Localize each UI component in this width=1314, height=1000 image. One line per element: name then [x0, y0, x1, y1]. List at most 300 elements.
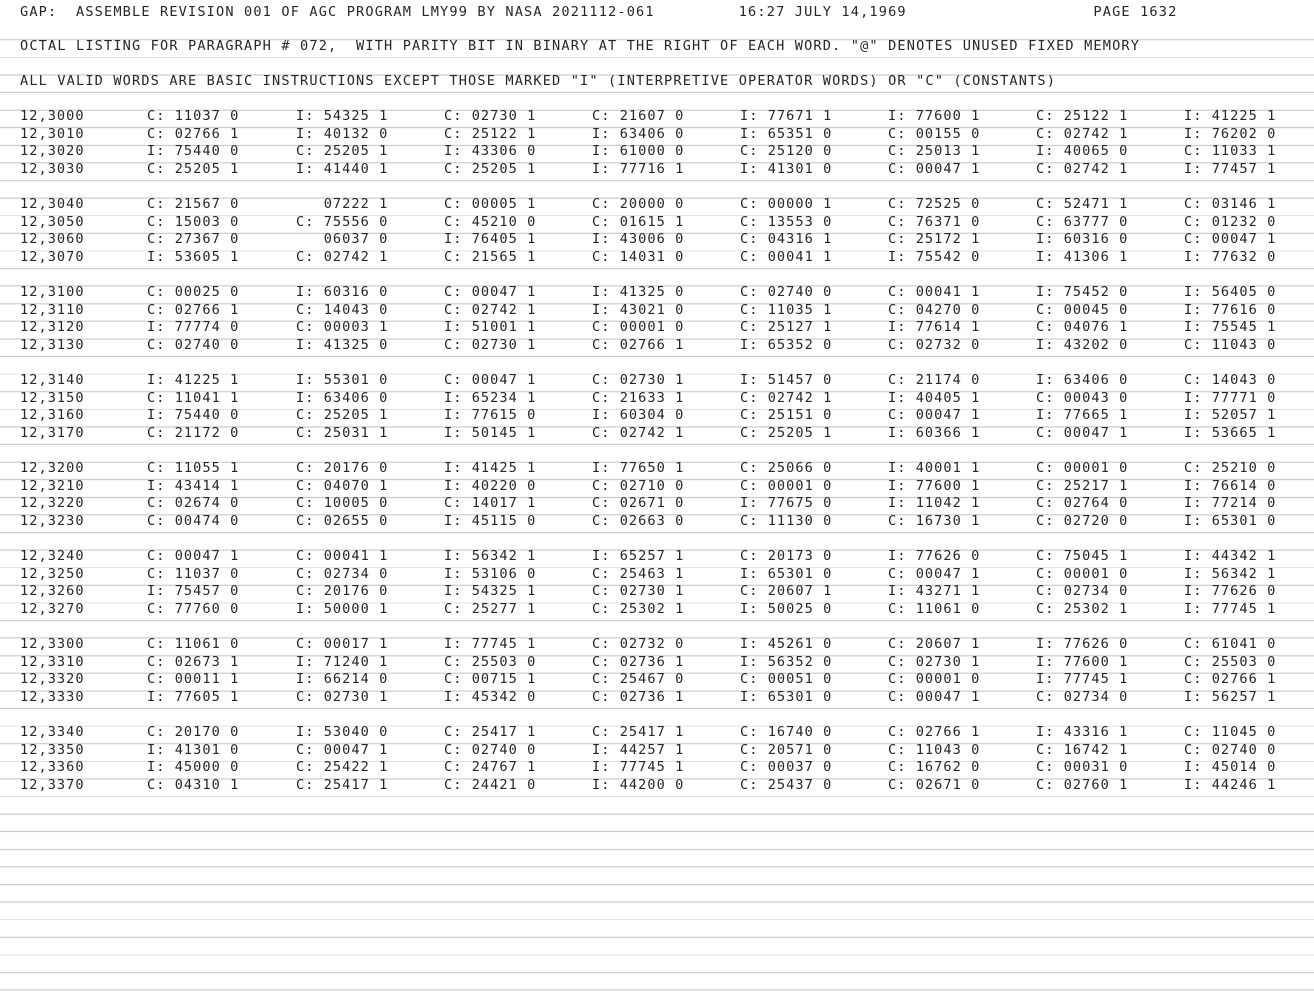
word-cell: I: 43306 0 — [444, 143, 537, 160]
word-cell: I: 77650 1 — [592, 460, 685, 476]
table-row — [0, 284, 1314, 302]
word-cell: I: 77614 1 — [888, 319, 981, 336]
word-cell: C: 52471 1 — [1036, 196, 1129, 212]
address-cell: 12,3370 — [20, 776, 85, 793]
word-cell: I: 45261 0 — [740, 636, 833, 652]
word-cell: C: 02764 0 — [1036, 495, 1129, 512]
word-cell: I: 75440 0 — [147, 143, 240, 160]
address-cell: 12,3150 — [20, 389, 85, 406]
word-cell: I: 75440 0 — [147, 407, 240, 424]
word-cell: I: 45014 0 — [1184, 759, 1277, 776]
word-cell: C: 27367 0 — [147, 231, 240, 248]
word-cell: I: 51457 0 — [740, 372, 833, 388]
word-cell: I: 60366 1 — [888, 424, 981, 441]
address-cell: 12,3240 — [20, 548, 85, 564]
word-cell: C: 00474 0 — [147, 512, 240, 529]
word-cell: I: 77214 0 — [1184, 495, 1277, 512]
word-cell: C: 02766 1 — [147, 301, 240, 318]
word-cell: C: 11043 0 — [888, 741, 981, 758]
word-cell: C: 02732 0 — [888, 336, 981, 353]
address-cell: 12,3050 — [20, 213, 85, 230]
word-cell: C: 00045 0 — [1036, 301, 1129, 318]
word-cell: I: 40405 1 — [888, 389, 981, 406]
word-cell: I: 77626 0 — [888, 548, 981, 564]
word-cell: C: 00001 0 — [1036, 460, 1129, 476]
word-cell: C: 00005 1 — [444, 196, 537, 212]
word-cell: C: 00037 0 — [740, 759, 833, 776]
word-cell: C: 24421 0 — [444, 776, 537, 793]
word-cell: I: 76614 0 — [1184, 477, 1277, 494]
word-cell: I: 54325 1 — [296, 108, 389, 124]
word-cell: I: 44200 0 — [592, 776, 685, 793]
word-cell: C: 25120 0 — [740, 143, 833, 160]
word-cell: C: 25205 1 — [444, 160, 537, 177]
word-cell: I: 43414 1 — [147, 477, 240, 494]
word-cell: I: 11042 1 — [888, 495, 981, 512]
word-cell: I: 43271 1 — [888, 583, 981, 600]
table-row — [0, 231, 1314, 249]
word-cell: C: 20607 1 — [888, 636, 981, 652]
word-cell: C: 02760 1 — [1036, 776, 1129, 793]
word-cell: I: 55301 0 — [296, 372, 389, 388]
word-cell: C: 02730 1 — [592, 583, 685, 600]
word-cell: C: 15003 0 — [147, 213, 240, 230]
word-cell: C: 20000 0 — [592, 196, 685, 212]
word-cell: C: 25151 0 — [740, 407, 833, 424]
word-cell: C: 00047 1 — [444, 372, 537, 388]
word-cell: I: 65301 0 — [1184, 512, 1277, 529]
word-cell: I: 40001 1 — [888, 460, 981, 476]
word-cell: I: 41301 0 — [147, 741, 240, 758]
address-cell: 12,3060 — [20, 231, 85, 248]
word-cell: C: 02740 0 — [444, 741, 537, 758]
word-cell: C: 02766 1 — [592, 336, 685, 353]
word-cell: C: 72525 0 — [888, 196, 981, 212]
address-cell: 12,3140 — [20, 372, 85, 388]
address-cell: 12,3330 — [20, 688, 85, 705]
word-cell: I: 45000 0 — [147, 759, 240, 776]
table-row — [0, 583, 1314, 601]
word-cell: C: 16762 0 — [888, 759, 981, 776]
word-cell: C: 03146 1 — [1184, 196, 1277, 212]
word-cell: C: 02674 0 — [147, 495, 240, 512]
word-cell: I: 41301 0 — [740, 160, 833, 177]
table-row — [0, 143, 1314, 161]
word-cell: C: 04070 1 — [296, 477, 389, 494]
word-cell: I: 44257 1 — [592, 741, 685, 758]
word-cell: C: 25417 1 — [592, 724, 685, 740]
word-cell: C: 16740 0 — [740, 724, 833, 740]
word-cell: C: 02766 1 — [147, 125, 240, 142]
word-cell: I: 54325 1 — [444, 583, 537, 600]
word-cell: C: 02671 0 — [592, 495, 685, 512]
table-row — [0, 759, 1314, 777]
word-cell: C: 01232 0 — [1184, 213, 1277, 230]
word-cell: C: 25205 1 — [147, 160, 240, 177]
word-cell: C: 02740 0 — [147, 336, 240, 353]
word-cell: C: 21172 0 — [147, 424, 240, 441]
word-cell: 07222 1 — [296, 196, 389, 212]
word-cell: C: 02673 1 — [147, 653, 240, 670]
word-cell: C: 20173 0 — [740, 548, 833, 564]
word-cell: C: 00715 1 — [444, 671, 537, 688]
table-row — [0, 513, 1314, 531]
word-cell: C: 11055 1 — [147, 460, 240, 476]
address-cell: 12,3030 — [20, 160, 85, 177]
table-row — [0, 319, 1314, 337]
address-cell: 12,3230 — [20, 512, 85, 529]
address-cell: 12,3100 — [20, 284, 85, 300]
word-cell: I: 56257 1 — [1184, 688, 1277, 705]
word-cell: C: 63777 0 — [1036, 213, 1129, 230]
word-cell: I: 50000 1 — [296, 600, 389, 617]
word-cell: C: 04310 1 — [147, 776, 240, 793]
word-cell: C: 00001 0 — [1036, 565, 1129, 582]
word-cell: I: 43006 0 — [592, 231, 685, 248]
word-cell: C: 21567 0 — [147, 196, 240, 212]
address-cell: 12,3000 — [20, 108, 85, 124]
word-cell: I: 63406 0 — [1036, 372, 1129, 388]
word-cell: I: 43202 0 — [1036, 336, 1129, 353]
word-cell: I: 65234 1 — [444, 389, 537, 406]
word-cell: C: 76371 0 — [888, 213, 981, 230]
word-cell: C: 25122 1 — [1036, 108, 1129, 124]
word-cell: I: 53665 1 — [1184, 424, 1277, 441]
table-row — [0, 425, 1314, 443]
word-cell: I: 77615 0 — [444, 407, 537, 424]
word-cell: C: 25463 1 — [592, 565, 685, 582]
word-cell: C: 00041 1 — [888, 284, 981, 300]
address-cell: 12,3210 — [20, 477, 85, 494]
address-cell: 12,3110 — [20, 301, 85, 318]
word-cell: C: 11061 0 — [147, 636, 240, 652]
word-cell: C: 02734 0 — [296, 565, 389, 582]
word-cell: C: 04316 1 — [740, 231, 833, 248]
table-row — [0, 407, 1314, 425]
word-cell: C: 25217 1 — [1036, 477, 1129, 494]
word-cell: C: 02742 1 — [444, 301, 537, 318]
word-cell: I: 65257 1 — [592, 548, 685, 564]
word-cell: C: 25302 1 — [1036, 600, 1129, 617]
table-row — [0, 636, 1314, 654]
word-cell: C: 00155 0 — [888, 125, 981, 142]
word-cell: C: 25210 0 — [1184, 460, 1277, 476]
word-cell: C: 00011 1 — [147, 671, 240, 688]
word-cell: I: 56342 1 — [444, 548, 537, 564]
word-cell: I: 77600 1 — [888, 108, 981, 124]
word-cell: C: 21607 0 — [592, 108, 685, 124]
table-row — [0, 161, 1314, 179]
table-row — [0, 108, 1314, 126]
word-cell: I: 63406 0 — [296, 389, 389, 406]
address-cell: 12,3120 — [20, 319, 85, 336]
address-cell: 12,3350 — [20, 741, 85, 758]
word-cell: C: 61041 0 — [1184, 636, 1277, 652]
word-cell: C: 25013 1 — [888, 143, 981, 160]
word-cell: I: 76405 1 — [444, 231, 537, 248]
word-cell: I: 60316 0 — [296, 284, 389, 300]
word-cell: I: 66214 0 — [296, 671, 389, 688]
word-cell: C: 21565 1 — [444, 248, 537, 265]
address-cell: 12,3300 — [20, 636, 85, 652]
word-cell: C: 00047 1 — [147, 548, 240, 564]
word-cell: C: 02742 1 — [296, 248, 389, 265]
word-cell: C: 02730 1 — [296, 688, 389, 705]
word-cell: I: 41225 1 — [1184, 108, 1277, 124]
word-cell: C: 02742 1 — [1036, 160, 1129, 177]
word-cell: C: 00047 1 — [888, 407, 981, 424]
word-cell: C: 11045 0 — [1184, 724, 1277, 740]
word-cell: I: 65301 0 — [740, 688, 833, 705]
word-cell: C: 25437 0 — [740, 776, 833, 793]
word-cell: I: 65352 0 — [740, 336, 833, 353]
word-cell: C: 11037 0 — [147, 108, 240, 124]
word-cell: C: 02671 0 — [888, 776, 981, 793]
word-cell: C: 16730 1 — [888, 512, 981, 529]
word-cell: C: 11037 0 — [147, 565, 240, 582]
word-cell: I: 50025 0 — [740, 600, 833, 617]
address-cell: 12,3040 — [20, 196, 85, 212]
word-cell: C: 02730 1 — [444, 108, 537, 124]
word-cell: I: 77675 0 — [740, 495, 833, 512]
word-cell: C: 25417 1 — [296, 776, 389, 793]
word-cell: C: 21633 1 — [592, 389, 685, 406]
word-cell: C: 25127 1 — [740, 319, 833, 336]
word-cell: I: 77745 1 — [592, 759, 685, 776]
word-cell: C: 14017 1 — [444, 495, 537, 512]
word-cell: I: 77605 1 — [147, 688, 240, 705]
word-cell: I: 77665 1 — [1036, 407, 1129, 424]
address-cell: 12,3160 — [20, 407, 85, 424]
address-cell: 12,3250 — [20, 565, 85, 582]
word-cell: I: 41325 0 — [296, 336, 389, 353]
word-cell: I: 77771 0 — [1184, 389, 1277, 406]
word-cell: C: 02736 1 — [592, 653, 685, 670]
word-cell: I: 56342 1 — [1184, 565, 1277, 582]
word-cell: I: 41225 1 — [147, 372, 240, 388]
table-row — [0, 495, 1314, 513]
word-cell: I: 53605 1 — [147, 248, 240, 265]
table-row — [0, 689, 1314, 707]
word-cell: C: 21174 0 — [888, 372, 981, 388]
word-cell: C: 25503 0 — [1184, 653, 1277, 670]
address-cell: 12,3010 — [20, 125, 85, 142]
word-cell: C: 02742 1 — [592, 424, 685, 441]
word-cell: C: 02730 1 — [444, 336, 537, 353]
word-cell: C: 45210 0 — [444, 213, 537, 230]
word-cell: C: 00041 1 — [740, 248, 833, 265]
word-cell: C: 75556 0 — [296, 213, 389, 230]
word-cell: I: 75457 0 — [147, 583, 240, 600]
word-cell: I: 77457 1 — [1184, 160, 1277, 177]
word-cell: I: 44246 1 — [1184, 776, 1277, 793]
word-cell: C: 00001 0 — [740, 477, 833, 494]
table-row — [0, 214, 1314, 232]
word-cell: I: 76202 0 — [1184, 125, 1277, 142]
address-cell: 12,3070 — [20, 248, 85, 265]
word-cell: C: 00051 0 — [740, 671, 833, 688]
table-row — [0, 302, 1314, 320]
word-cell: I: 75542 0 — [888, 248, 981, 265]
word-cell: C: 25503 0 — [444, 653, 537, 670]
word-cell: I: 61000 0 — [592, 143, 685, 160]
word-cell: C: 00025 0 — [147, 284, 240, 300]
word-cell: I: 56405 0 — [1184, 284, 1277, 300]
word-cell: C: 02720 0 — [1036, 512, 1129, 529]
table-row — [0, 724, 1314, 742]
word-cell: I: 71240 1 — [296, 653, 389, 670]
word-cell: I: 45342 0 — [444, 688, 537, 705]
word-cell: C: 02740 0 — [740, 284, 833, 300]
word-cell: C: 04076 1 — [1036, 319, 1129, 336]
word-cell: I: 43021 0 — [592, 301, 685, 318]
word-cell: I: 41325 0 — [592, 284, 685, 300]
word-cell: C: 14043 0 — [296, 301, 389, 318]
word-cell: I: 40132 0 — [296, 125, 389, 142]
word-cell: C: 02736 1 — [592, 688, 685, 705]
address-cell: 12,3320 — [20, 671, 85, 688]
word-cell: I: 51001 1 — [444, 319, 537, 336]
word-cell: I: 43316 1 — [1036, 724, 1129, 740]
word-cell: C: 11041 1 — [147, 389, 240, 406]
word-cell: C: 13553 0 — [740, 213, 833, 230]
address-cell: 12,3170 — [20, 424, 85, 441]
word-cell: C: 00047 1 — [888, 160, 981, 177]
word-cell: C: 02766 1 — [1184, 671, 1277, 688]
word-cell: C: 02734 0 — [1036, 583, 1129, 600]
word-cell: I: 60304 0 — [592, 407, 685, 424]
word-cell: C: 00001 0 — [888, 671, 981, 688]
table-row — [0, 566, 1314, 584]
word-cell: I: 77745 1 — [1184, 600, 1277, 617]
address-cell: 12,3340 — [20, 724, 85, 740]
word-cell: C: 20176 0 — [296, 460, 389, 476]
word-cell: C: 02710 0 — [592, 477, 685, 494]
word-cell: C: 00047 1 — [888, 565, 981, 582]
word-cell: C: 25417 1 — [444, 724, 537, 740]
word-cell: I: 52057 1 — [1184, 407, 1277, 424]
word-cell: C: 14043 0 — [1184, 372, 1277, 388]
address-cell: 12,3360 — [20, 759, 85, 776]
word-cell: C: 02742 1 — [1036, 125, 1129, 142]
word-cell: I: 77616 0 — [1184, 301, 1277, 318]
word-cell: C: 02732 0 — [592, 636, 685, 652]
word-cell: C: 00047 1 — [296, 741, 389, 758]
table-row — [0, 478, 1314, 496]
word-cell: C: 77760 0 — [147, 600, 240, 617]
word-cell: I: 56352 0 — [740, 653, 833, 670]
word-cell: I: 41306 1 — [1036, 248, 1129, 265]
word-cell: I: 75545 1 — [1184, 319, 1277, 336]
address-cell: 12,3130 — [20, 336, 85, 353]
word-cell: C: 24767 1 — [444, 759, 537, 776]
table-row — [0, 548, 1314, 566]
word-cell: C: 20607 1 — [740, 583, 833, 600]
word-cell: C: 00043 0 — [1036, 389, 1129, 406]
word-cell: C: 25122 1 — [444, 125, 537, 142]
word-cell: I: 65301 0 — [740, 565, 833, 582]
word-cell: I: 77671 1 — [740, 108, 833, 124]
word-cell: C: 01615 1 — [592, 213, 685, 230]
word-cell: C: 25205 1 — [740, 424, 833, 441]
word-cell: I: 53040 0 — [296, 724, 389, 740]
word-cell: C: 11035 1 — [740, 301, 833, 318]
word-cell: I: 45115 0 — [444, 512, 537, 529]
word-cell: C: 25205 1 — [296, 407, 389, 424]
word-cell: C: 02730 1 — [592, 372, 685, 388]
address-cell: 12,3260 — [20, 583, 85, 600]
word-cell: C: 00047 1 — [444, 284, 537, 300]
word-cell: I: 63406 0 — [592, 125, 685, 142]
word-cell: C: 02730 1 — [888, 653, 981, 670]
word-cell: C: 11043 0 — [1184, 336, 1277, 353]
word-cell: I: 77745 1 — [1036, 671, 1129, 688]
word-cell: C: 25031 1 — [296, 424, 389, 441]
word-cell: I: 50145 1 — [444, 424, 537, 441]
word-cell: C: 25172 1 — [888, 231, 981, 248]
word-cell: C: 20571 0 — [740, 741, 833, 758]
header-octal-listing-line: OCTAL LISTING FOR PARAGRAPH # 072, WITH PARITY BIT IN BINARY AT THE RIGHT OF EACH WORD. "@" DENOTES UNUSED FIXED MEMORY — [20, 38, 1141, 54]
table-row — [0, 460, 1314, 478]
table-row — [0, 372, 1314, 390]
address-cell: 12,3220 — [20, 495, 85, 512]
table-row — [0, 671, 1314, 689]
word-cell: I: 77716 1 — [592, 160, 685, 177]
word-cell: I: 53106 0 — [444, 565, 537, 582]
word-cell: I: 77774 0 — [147, 319, 240, 336]
table-row — [0, 390, 1314, 408]
word-cell: C: 25066 0 — [740, 460, 833, 476]
table-row — [0, 126, 1314, 144]
word-cell: C: 00041 1 — [296, 548, 389, 564]
word-cell: C: 25205 1 — [296, 143, 389, 160]
word-cell: I: 65351 0 — [740, 125, 833, 142]
word-cell: C: 00001 0 — [592, 319, 685, 336]
word-cell: I: 77600 1 — [1036, 653, 1129, 670]
word-cell: I: 77600 1 — [888, 477, 981, 494]
word-cell: C: 11061 0 — [888, 600, 981, 617]
word-cell: I: 41425 1 — [444, 460, 537, 476]
word-cell: I: 77626 0 — [1184, 583, 1277, 600]
word-cell: 06037 0 — [296, 231, 389, 248]
word-cell: C: 02742 1 — [740, 389, 833, 406]
word-cell: C: 02663 0 — [592, 512, 685, 529]
word-cell: C: 00000 1 — [740, 196, 833, 212]
word-cell: I: 77632 0 — [1184, 248, 1277, 265]
word-cell: I: 40220 0 — [444, 477, 537, 494]
word-cell: I: 44342 1 — [1184, 548, 1277, 564]
word-cell: C: 02734 0 — [1036, 688, 1129, 705]
word-cell: I: 75452 0 — [1036, 284, 1129, 300]
table-row — [0, 742, 1314, 760]
word-cell: C: 02740 0 — [1184, 741, 1277, 758]
word-cell: C: 14031 0 — [592, 248, 685, 265]
word-cell: C: 10005 0 — [296, 495, 389, 512]
word-cell: C: 00031 0 — [1036, 759, 1129, 776]
word-cell: C: 20176 0 — [296, 583, 389, 600]
word-cell: C: 11130 0 — [740, 512, 833, 529]
table-row — [0, 654, 1314, 672]
header-assembly-line: GAP: ASSEMBLE REVISION 001 OF AGC PROGRAM LMY99 BY NASA 2021112-061 16:27 JULY 14,1969 PAGE 1632 — [20, 4, 1178, 20]
word-cell: C: 00047 1 — [1036, 424, 1129, 441]
word-cell: C: 02655 0 — [296, 512, 389, 529]
word-cell: C: 04270 0 — [888, 301, 981, 318]
word-cell: C: 25467 0 — [592, 671, 685, 688]
word-cell: I: 77745 1 — [444, 636, 537, 652]
table-row — [0, 249, 1314, 267]
word-cell: I: 41440 1 — [296, 160, 389, 177]
word-cell: C: 00047 1 — [888, 688, 981, 705]
